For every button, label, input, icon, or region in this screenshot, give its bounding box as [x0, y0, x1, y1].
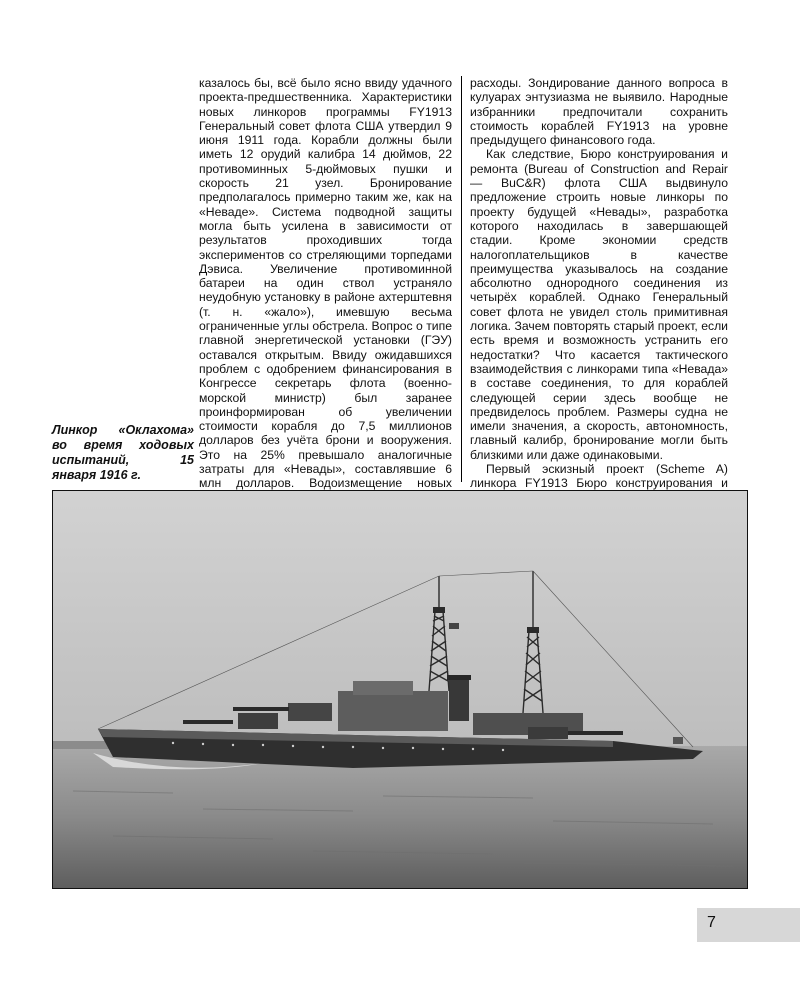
column-divider: [461, 76, 462, 482]
paragraph: расходы. Зондирование данного вопроса в кулуарах энтузиазма не выявило. Народные избранники предпочитали сохранить стоимость кораблей FY1913 на уровне предыдущего финансового года.: [470, 76, 728, 148]
paragraph: казалось бы, всё было ясно ввиду удачного проекта-предшественника. Характеристики новых линкоров программы FY1913 Генеральный совет флота США утвердил 9 июня 1911 года. Корабли должны были иметь 12 орудий калибра 14 дюймов, 22 противоминных 5-дюймовых пушки и скорость 21 узел. Бронирование предполагалось примерно таким же, как на «Неваде». Система подводной защиты могла быть усилена в зависимости от результатов проходивших тогда экспериментов со стреляющими торпедами Дэвиса. Увеличение противоминной батареи на один ствол устраняло неудобную установку в районе ахтерштевня (т. н. «жало»), имевшую весьма ограниченные углы обстрела. Вопрос о типе главной энергетической установки (ГЭУ) оставался открытым. Ввиду ожидавшихся проблем с одобрением финансирования в Конгрессе секретарь флота (военно-морской министр) был заранее проинформирован об увеличении стоимости корабля до 7,5 миллионов долларов без учёта брони и вооружения. Это на 25% превышало аналогичные затраты для «Невады», составлявшие 6 млн долларов. Водоизмещение новых: [199, 76, 452, 491]
battleship-illustration: [53, 491, 747, 888]
page-number-tab: [697, 908, 800, 942]
paragraph: Первый эскизный проект (Scheme A) линкора FY1913 Бюро конструирования и: [470, 462, 728, 491]
text-column-right: [470, 76, 728, 491]
paragraph: Как следствие, Бюро конструирования и ремонта (Bureau of Construction and Repair — BuC&R) флота США выдвинуло предложение строить новые линкоры по проекту будущей «Невады», разработка которого находилась в завершающей стадии. Кроме экономии средств налогоплательщиков в качестве преимущества указывалось на создание абсолютно однородного соединения из четырёх кораблей. Однако Генеральный совет флота не увидел столь примитивная логика. Зачем повторять старый проект, если есть время и возможность устранить его недостатки? Что касается тактического взаимодействия с линкорами типа «Невада» в составе соединения, то для кораблей следующей серии здесь вообще не предвиделось проблем. Размеры судна не имели значения, а скорость, автономность, главный калибр, бронирование могли быть близкими или даже одинаковыми.: [470, 147, 728, 462]
text-column-left: [199, 76, 452, 491]
battleship-photo: [52, 490, 748, 889]
page-number: 7: [707, 914, 716, 931]
photo-caption: Линкор «Оклахома» во время ходовых испытаний, 15 января 1916 г.: [52, 423, 194, 482]
